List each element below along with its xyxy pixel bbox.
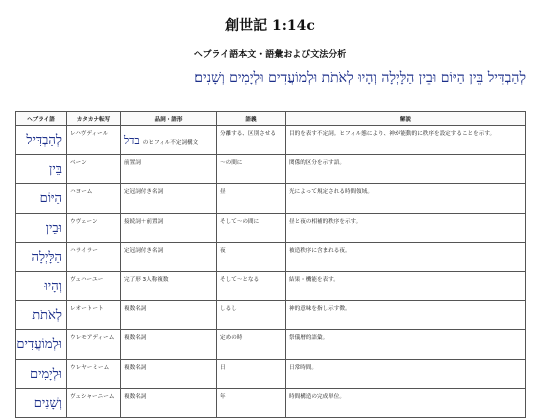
hebrew-word: וְשָׁנִים <box>16 388 67 417</box>
part-of-speech: 複数名詞 <box>121 388 217 417</box>
gloss: そして～となる <box>217 271 286 300</box>
hebrew-word: לְהַבְדִּיל <box>16 126 67 155</box>
table-row <box>16 155 526 184</box>
part-of-speech: 定冠詞付き名詞 <box>121 242 217 271</box>
part-of-speech: 定冠詞付き名詞 <box>121 184 217 213</box>
pos-text: のヒフィル不定詞構文 <box>142 139 199 146</box>
part-of-speech: 複数名詞 <box>121 330 217 359</box>
root-word: בדל <box>124 133 140 147</box>
table-row <box>16 330 526 359</box>
table-row <box>16 184 526 213</box>
kana-transliteration: ハライラー <box>67 242 121 271</box>
explanation: 被造秩序に含まれる夜。 <box>286 242 526 271</box>
explanation: 光によって規定される時間領域。 <box>286 184 526 213</box>
kana-transliteration: レオートート <box>67 301 121 330</box>
table-row <box>16 271 526 300</box>
part-of-speech: 完了形 3人称複数 <box>121 271 217 300</box>
hebrew-word: וּלְיָמִים <box>16 359 67 388</box>
part-of-speech: 前置詞 <box>121 155 217 184</box>
part-of-speech: 接続詞＋前置詞 <box>121 213 217 242</box>
gloss: 定めの時 <box>217 330 286 359</box>
hebrew-word: וּבֵין <box>16 213 67 242</box>
table-row <box>16 242 526 271</box>
gloss: 年 <box>217 388 286 417</box>
header-explanation: 解説 <box>286 112 526 126</box>
table-header-row <box>16 112 526 126</box>
explanation: 祭儀暦的語彙。 <box>286 330 526 359</box>
hebrew-word: הַלָּיְלָה <box>16 242 67 271</box>
gloss: 日 <box>217 359 286 388</box>
explanation: 昼と夜の相補的秩序を示す。 <box>286 213 526 242</box>
part-of-speech <box>121 126 217 155</box>
hebrew-word: וּלְמוֹעֲדִים <box>16 330 67 359</box>
table-row <box>16 388 526 417</box>
hebrew-word: וְהָיוּ <box>16 271 67 300</box>
kana-transliteration: ウヴェーン <box>67 213 121 242</box>
gloss: 昼 <box>217 184 286 213</box>
gloss: 夜 <box>217 242 286 271</box>
kana-transliteration: ハヨーム <box>67 184 121 213</box>
hebrew-verse: לְהַבְדִּיל בֵּין הַיּוֹם וּבֵין הַלָּיְלָה וְהָיוּ לְאֹתֹת וּלְמוֹעֲדִים וּלְיָמִים וְשָׁנִים׃ <box>194 70 526 86</box>
explanation: 関係的区分を示す語。 <box>286 155 526 184</box>
table-row <box>16 213 526 242</box>
kana-transliteration: レハヴディール <box>67 126 121 155</box>
gloss: ～の間に <box>217 155 286 184</box>
hebrew-word: בֵּין <box>16 155 67 184</box>
gloss: そして～の間に <box>217 213 286 242</box>
kana-transliteration: ベーン <box>67 155 121 184</box>
kana-transliteration: ウレモアディーム <box>67 330 121 359</box>
explanation: 日常時間。 <box>286 359 526 388</box>
hebrew-word: לְאֹתֹת <box>16 301 67 330</box>
gloss: 分離する、区別させる <box>217 126 286 155</box>
explanation: 時間構造の完成単位。 <box>286 388 526 417</box>
kana-transliteration: ウレヤーミーム <box>67 359 121 388</box>
kana-transliteration: ヴェシャーニーム <box>67 388 121 417</box>
part-of-speech: 複数名詞 <box>121 301 217 330</box>
explanation: 目的を表す不定詞。ヒフィル態により、神が能動的に秩序を設定することを示す。 <box>286 126 526 155</box>
kana-transliteration: ヴェハーユー <box>67 271 121 300</box>
gloss: しるし <box>217 301 286 330</box>
header-kana: カタカナ転写 <box>67 112 121 126</box>
header-gloss: 語義 <box>217 112 286 126</box>
table-row <box>16 359 526 388</box>
table-row <box>16 301 526 330</box>
header-pos: 品詞・語形 <box>121 112 217 126</box>
part-of-speech: 複数名詞 <box>121 359 217 388</box>
table-row <box>16 126 526 155</box>
page-title: 創世記 1:14c <box>225 18 315 34</box>
analysis-table <box>15 111 526 418</box>
header-hebrew: ヘブライ語 <box>16 112 67 126</box>
explanation: 結果・機能を表す。 <box>286 271 526 300</box>
explanation: 神的意味を指し示す徴。 <box>286 301 526 330</box>
page-subtitle: ヘブライ語本文・語彙および文法分析 <box>193 50 347 60</box>
hebrew-word: הַיּוֹם <box>16 184 67 213</box>
